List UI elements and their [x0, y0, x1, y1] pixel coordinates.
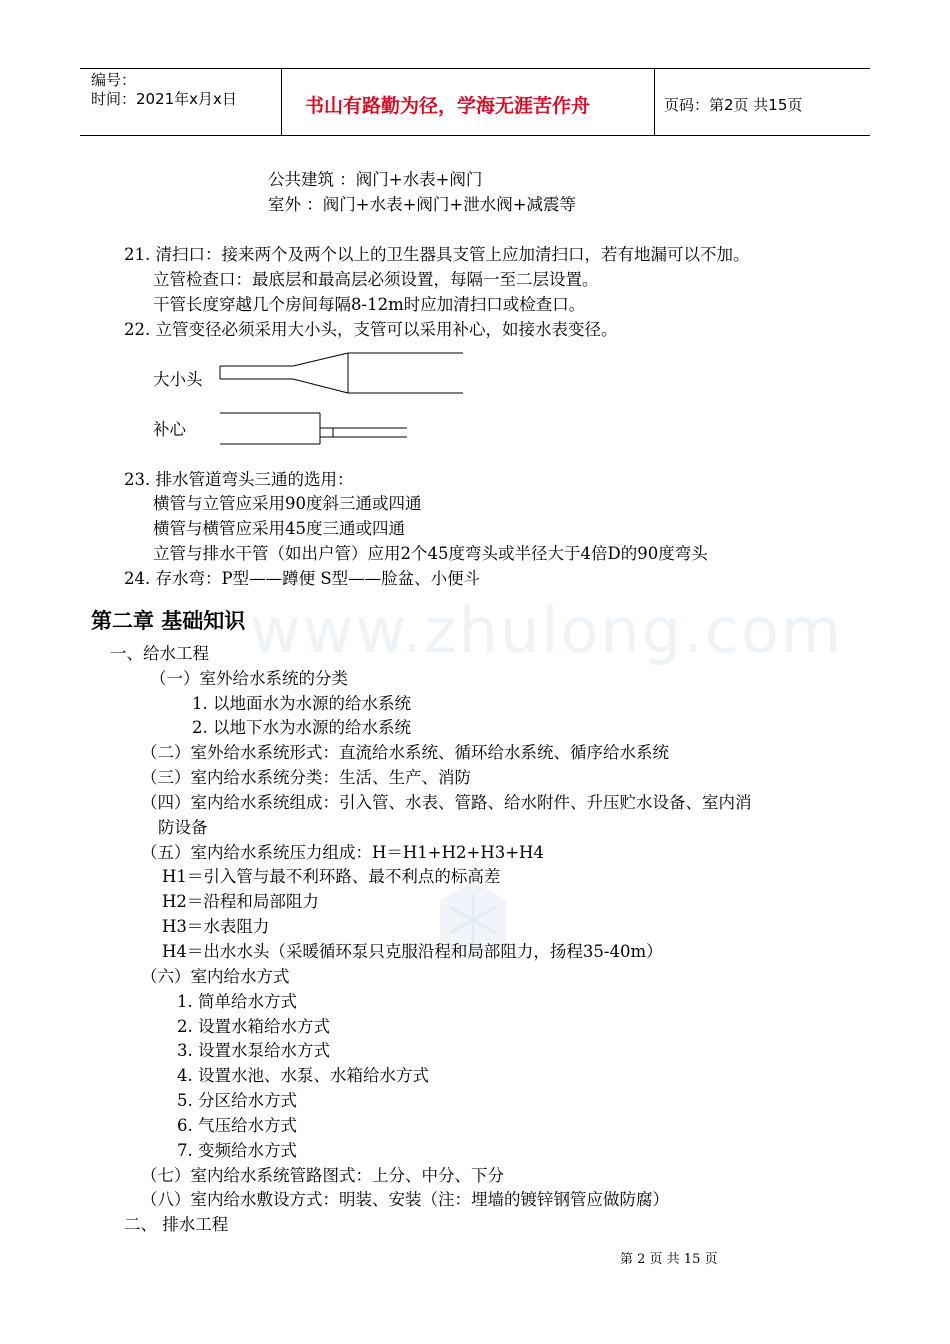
method-2: 2. 设置水箱给水方式: [177, 1017, 330, 1036]
header-divider-left: [281, 68, 282, 136]
item-23-c: 立管与排水干管（如出户管）应用2个45度弯头或半径大于4倍D的90度弯头: [153, 544, 708, 563]
header-motto: 书山有路勤为径，学海无涯苦作舟: [305, 95, 591, 117]
pressure-h2: H2＝沿程和局部阻力: [162, 892, 319, 911]
subsection-3: （三）室内给水系统分类：生活、生产、消防: [141, 768, 471, 787]
pressure-h4: H4＝出水水头（采暖循环泵只克服沿程和局部阻力，扬程35-40m）: [162, 942, 663, 961]
fig-reducer-label: 大小头: [153, 370, 203, 389]
line-outdoor: 室外 ：阀门+水表+阀门+泄水阀+减震等: [268, 195, 577, 214]
header-divider-right: [654, 68, 655, 136]
section-drainage: 二、 排水工程: [124, 1215, 229, 1234]
pressure-h1: H1＝引入管与最不利环路、最不利点的标高差: [162, 867, 501, 886]
method-1: 1. 简单给水方式: [177, 992, 297, 1011]
item-22: 22. 立管变径必须采用大小头，支管可以采用补心，如接水表变径。: [124, 320, 618, 339]
subsection-1-item-1: 1. 以地面水为水源的给水系统: [192, 694, 411, 713]
item-21: 21. 清扫口：接来两个及两个以上的卫生器具支管上应加清扫口，若有地漏可以不加。: [124, 245, 750, 264]
method-3: 3. 设置水泵给水方式: [177, 1041, 330, 1060]
header-number-label: 编号：: [91, 71, 137, 89]
item-24: 24. 存水弯：P型——蹲便 S型——脸盆、小便斗: [124, 569, 481, 588]
subsection-6: （六）室内给水方式: [141, 967, 290, 986]
method-6: 6. 气压给水方式: [177, 1116, 297, 1135]
bushing-diagram: [215, 408, 415, 448]
item-21-a: 立管检查口：最底层和最高层必须设置，每隔一至二层设置。: [153, 270, 599, 289]
method-7: 7. 变频给水方式: [177, 1141, 297, 1160]
subsection-7: （七）室内给水系统管路图式：上分、中分、下分: [141, 1166, 504, 1185]
watermark-text: www.zhulong.com: [250, 594, 844, 667]
method-4: 4. 设置水池、水泵、水箱给水方式: [177, 1066, 429, 1085]
pressure-h3: H3＝水表阻力: [162, 917, 270, 936]
subsection-4-cont: 防设备: [158, 818, 208, 837]
page-footer: 第 2 页 共 15 页: [620, 1252, 718, 1267]
header-top-border: [80, 68, 870, 69]
subsection-8: （八）室内给水敷设方式：明装、安装（注：埋墙的镀锌钢管应做防腐）: [141, 1190, 669, 1209]
subsection-5: （五）室内给水系统压力组成：H＝H1+H2+H3+H4: [141, 843, 544, 862]
header-time-label: 时间：2021年x月x日: [91, 90, 237, 108]
subsection-1: （一）室外给水系统的分类: [150, 669, 348, 688]
item-23-b: 横管与横管应采用45度三通或四通: [153, 519, 405, 538]
header-bottom-border: [80, 135, 870, 136]
line-public-building: 公共建筑 ：阀门+水表+阀门: [268, 170, 483, 189]
method-5: 5. 分区给水方式: [177, 1091, 297, 1110]
subsection-2: （二）室外给水系统形式：直流给水系统、循环给水系统、循序给水系统: [141, 743, 669, 762]
chapter-title: 第二章 基础知识: [91, 609, 246, 633]
header-page-info: 页码：第2页 共15页: [664, 96, 803, 114]
subsection-1-item-2: 2. 以地下水为水源的给水系统: [192, 718, 411, 737]
item-21-b: 干管长度穿越几个房间每隔8-12m时应加清扫口或检查口。: [153, 295, 586, 314]
fig-bushing-label: 补心: [153, 420, 186, 439]
item-23: 23. 排水管道弯头三通的选用：: [124, 470, 354, 489]
reducer-diagram: [215, 350, 470, 398]
subsection-4: （四）室内给水系统组成：引入管、水表、管路、给水附件、升压贮水设备、室内消: [141, 793, 752, 812]
item-23-a: 横管与立管应采用90度斜三通或四通: [153, 494, 422, 513]
section-water-supply: 一、给水工程: [110, 644, 209, 663]
